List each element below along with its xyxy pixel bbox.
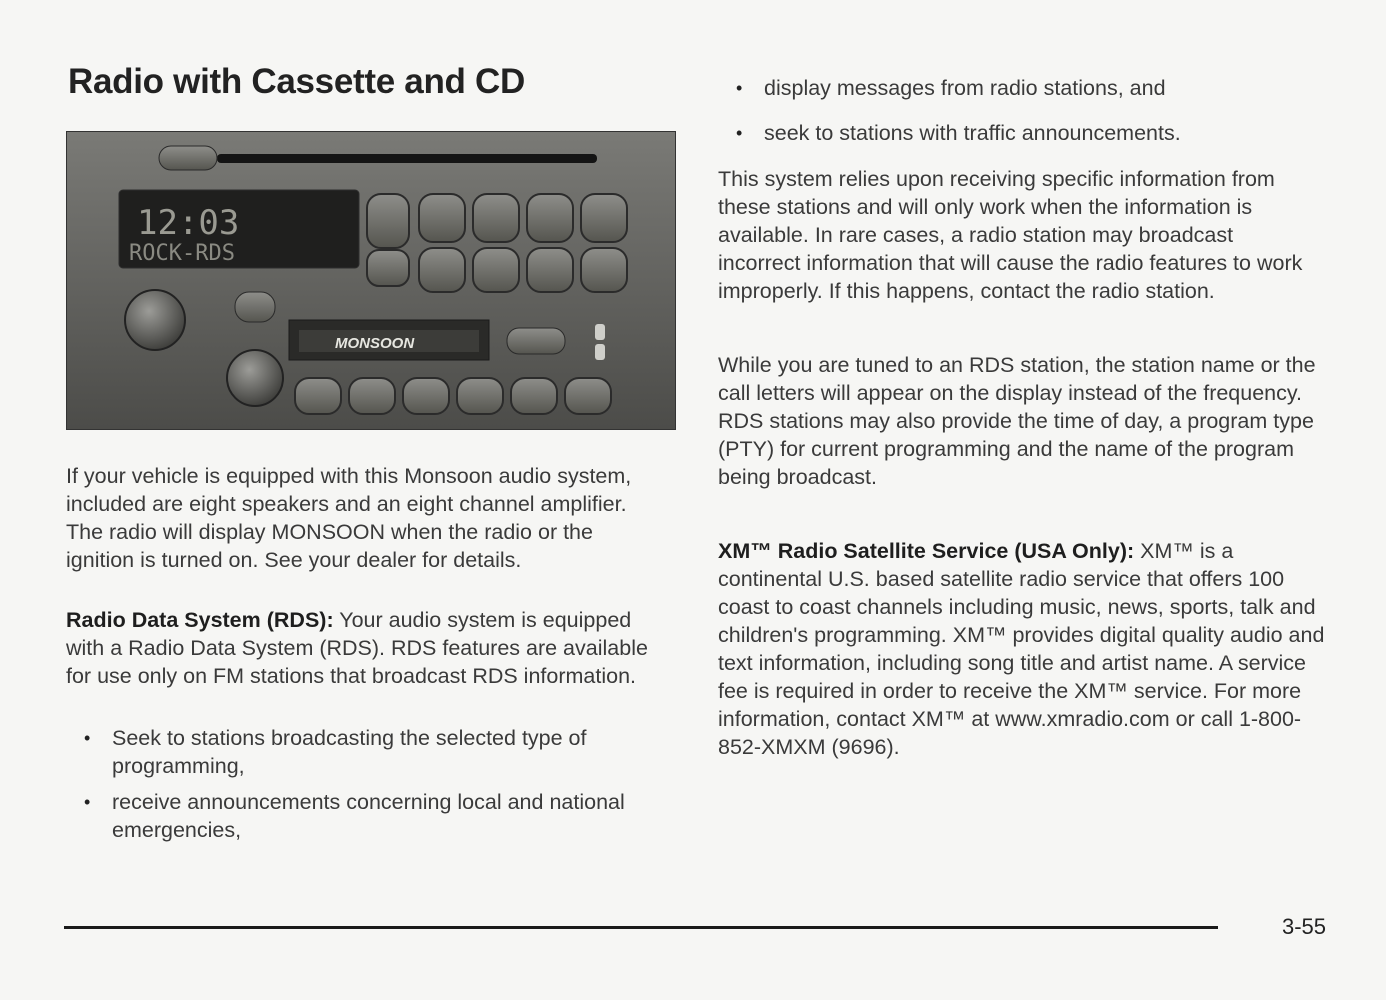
radio-photo <box>66 131 676 430</box>
rds-text: Your audio system is equipped with a Radio Data System (RDS). RDS features are available for use only on FM stations that broadcast RDS information. <box>66 608 648 688</box>
bullet-icon: • <box>84 728 91 748</box>
intro-paragraph: If your vehicle is equipped with this Monsoon audio system, included are eight speakers and an eight channel amplifier. The radio will display MONSOON when the radio or the ignition is turned on. See your dealer for details. <box>66 464 632 572</box>
rds-station-paragraph: While you are tuned to an RDS station, the station name or the call letters will appear on the display instead of the frequency. RDS stations may also provide the time of day, a program type (PTY) for current programming and the name of the program being broadcast. <box>718 353 1316 489</box>
radio-display-station: ROCK-RDS <box>129 241 235 266</box>
list-item: • receive announcements concerning local and national emergencies, <box>84 790 625 842</box>
page-number: 3-55 <box>1282 914 1327 939</box>
radio-display-time: 12:03 <box>137 203 240 243</box>
rds-reliance-paragraph: This system relies upon receiving specific information from these stations and will only work when the information is available. In rare cases, a radio station may broadcast incorrect information that will cause the radio features to work improperly. If this happens, contact the radio station. <box>718 167 1303 303</box>
list-item: • display messages from radio stations, and <box>736 76 1166 100</box>
page-title: Radio with Cassette and CD <box>68 62 525 101</box>
list-item: • Seek to stations broadcasting the selected type of programming, <box>84 726 587 778</box>
bullet-icon: • <box>736 78 743 98</box>
list-item: • seek to stations with traffic announcements. <box>736 121 1181 145</box>
xm-text: XM™ is a continental U.S. based satellite radio service that offers 100 coast to coast channels including music, news, sports, talk and children's programming. XM™ provides digital quality audio and text information, including song title and artist name. A service fee is required in order to receive the XM™ service. For more information, contact XM™ at www.xmradio.com or call 1-800-852-XMXM (9696). <box>718 539 1325 759</box>
xm-heading: XM™ Radio Satellite Service (USA Only): <box>718 539 1135 563</box>
rds-heading: Radio Data System (RDS): <box>66 608 334 632</box>
rds-paragraph <box>66 606 656 690</box>
footer-rule <box>64 926 1218 929</box>
bullet-icon: • <box>84 792 91 812</box>
radio-cassette-label: MONSOON <box>335 335 415 352</box>
xm-paragraph <box>718 537 1328 761</box>
bullet-icon: • <box>736 123 743 143</box>
